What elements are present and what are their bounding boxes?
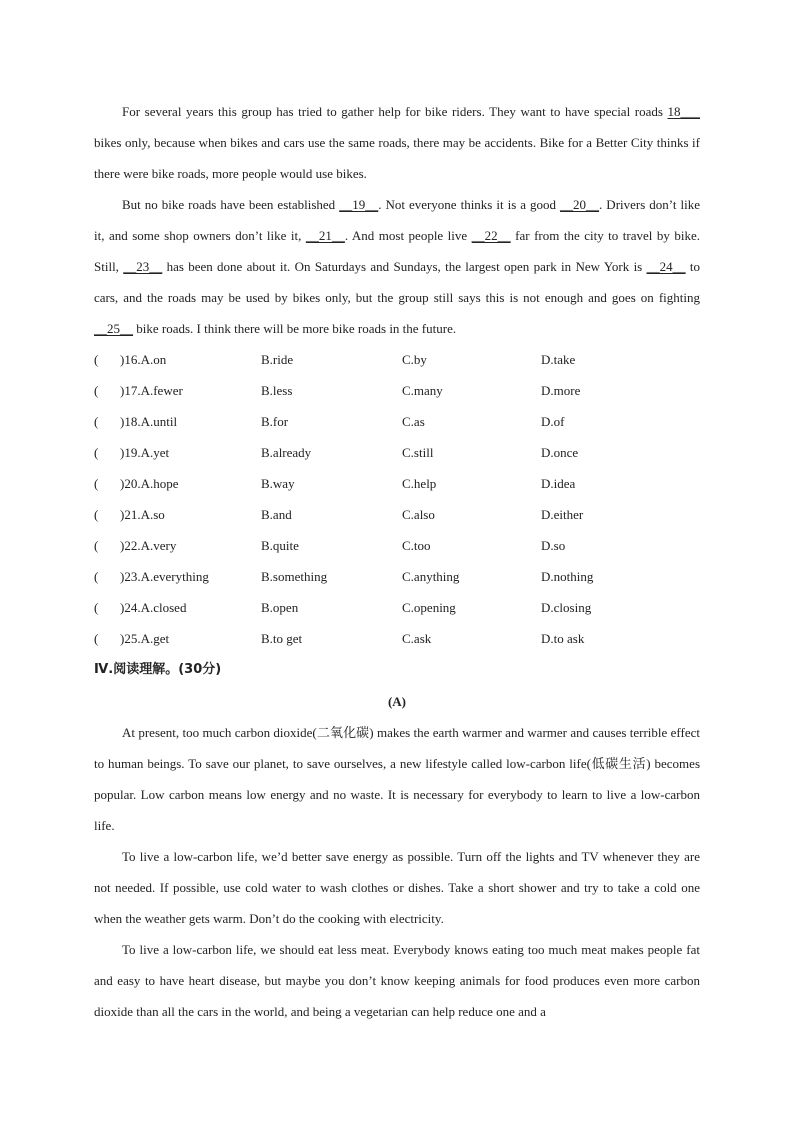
question-row [94, 437, 700, 468]
option-a: 18.A.until [124, 414, 178, 429]
answer-paren-open[interactable]: ( [94, 445, 99, 460]
option-b: B.quite [261, 538, 299, 553]
question-stem [94, 375, 261, 406]
question-stem [94, 437, 261, 468]
answer-paren-open[interactable]: ( [94, 352, 99, 367]
question-list [94, 344, 700, 654]
option-a: 22.A.very [124, 538, 177, 553]
answer-paren-close: ) [120, 445, 125, 460]
question-row [94, 499, 700, 530]
answer-paren-open[interactable]: ( [94, 631, 99, 646]
section-title: Ⅳ.阅读理解。(30分) [94, 662, 222, 677]
question-stem [94, 499, 261, 530]
option-c: C.by [402, 352, 427, 367]
question-row [94, 375, 700, 406]
option-d: D.once [541, 445, 579, 460]
answer-paren-close: ) [120, 414, 125, 429]
cloze-text: . Not everyone thinks it is a good [378, 197, 561, 212]
document-page [94, 96, 700, 1027]
option-a: 20.A.hope [124, 476, 179, 491]
option-d: D.to ask [541, 631, 585, 646]
option-b: B.for [261, 414, 289, 429]
option-a: 24.A.closed [124, 600, 187, 615]
option-b: B.ride [261, 352, 294, 367]
option-a: 17.A.fewer [124, 383, 183, 398]
option-b: B.something [261, 569, 328, 584]
blank-23: __23__ [123, 259, 163, 274]
answer-paren-close: ) [120, 383, 125, 398]
cloze-paragraph-2 [94, 189, 700, 344]
cloze-text: For several years this group has tried to gather help for bike riders. They want to have special roads [122, 104, 668, 119]
option-a: 25.A.get [124, 631, 170, 646]
question-row [94, 623, 700, 654]
question-row [94, 592, 700, 623]
option-d: D.nothing [541, 569, 594, 584]
question-stem [94, 344, 261, 375]
option-a: 23.A.everything [124, 569, 209, 584]
question-stem [94, 468, 261, 499]
blank-19: __19__ [339, 197, 379, 212]
option-c: C.ask [402, 631, 432, 646]
option-c: C.as [402, 414, 425, 429]
blank-25: __25__ [94, 321, 133, 336]
reading-paragraph-2 [94, 841, 700, 934]
option-c: C.opening [402, 600, 456, 615]
reading-paragraph-3 [94, 934, 700, 1027]
option-c: C.help [402, 476, 437, 491]
question-stem [94, 623, 261, 654]
cloze-paragraph-1 [94, 96, 700, 189]
question-row [94, 344, 700, 375]
cloze-text: bike roads. I think there will be more bike roads in the future. [133, 321, 457, 336]
answer-paren-close: ) [120, 569, 125, 584]
option-a: 16.A.on [124, 352, 167, 367]
answer-paren-open[interactable]: ( [94, 569, 99, 584]
option-d: D.either [541, 507, 584, 522]
question-stem [94, 561, 261, 592]
option-c: C.many [402, 383, 443, 398]
option-b: B.way [261, 476, 295, 491]
cloze-text: far from the city to travel by bike. Still, [94, 228, 700, 274]
cloze-text: . And most people live [344, 228, 472, 243]
question-row [94, 561, 700, 592]
option-b: B.less [261, 383, 293, 398]
option-d: D.so [541, 538, 566, 553]
option-d: D.more [541, 383, 581, 398]
option-a: 19.A.yet [124, 445, 170, 460]
answer-paren-close: ) [120, 631, 125, 646]
option-b: B.open [261, 600, 299, 615]
option-a: 21.A.so [124, 507, 165, 522]
blank-24: __24__ [646, 259, 686, 274]
question-row [94, 406, 700, 437]
answer-paren-open[interactable]: ( [94, 476, 99, 491]
passage-label: (A) [387, 694, 407, 709]
option-d: D.of [541, 414, 565, 429]
option-b: B.already [261, 445, 312, 460]
answer-paren-open[interactable]: ( [94, 383, 99, 398]
cloze-text: has been done about it. On Saturdays and Sundays, the largest open park in New York is [162, 259, 647, 274]
cloze-text: to cars, and the roads may be used by bikes only, but the group still says this is not enough and goes on fighting [94, 259, 700, 305]
answer-paren-open[interactable]: ( [94, 507, 99, 522]
answer-paren-open[interactable]: ( [94, 600, 99, 615]
question-stem [94, 592, 261, 623]
answer-paren-close: ) [120, 538, 125, 553]
option-c: C.too [402, 538, 431, 553]
reading-text: To live a low-carbon life, we should eat less meat. Everybody knows eating too much meat makes people fat and easy to have heart disease, but maybe you don’t know keeping animals for food produces even more carbon dioxide than all the cars in the world, and being a vegetarian can help reduce one and a [94, 942, 700, 1019]
cloze-text: bikes only, because when bikes and cars use the same roads, there may be accidents. Bike for a Better City thinks if there were bike roads, more people would use bikes. [94, 135, 700, 181]
question-stem [94, 406, 261, 437]
blank-22: __22__ [471, 228, 511, 243]
option-b: B.and [261, 507, 292, 522]
answer-paren-close: ) [120, 600, 125, 615]
option-d: D.closing [541, 600, 592, 615]
reading-text: At present, too much carbon dioxide(二氧化碳) makes the earth warmer and warmer and causes terrible effect to human beings. To save our planet, to save ourselves, a new lifestyle called low-carbon life(低碳生活) becomes popular. Low carbon means low energy and no waste. It is necessary for everybody to learn to live a low-carbon life. [94, 725, 700, 833]
blank-20: __20__ [560, 197, 600, 212]
blank-21: __21__ [305, 228, 345, 243]
reading-paragraph-1 [94, 717, 700, 841]
option-c: C.still [402, 445, 434, 460]
option-c: C.anything [402, 569, 460, 584]
cloze-text: But no bike roads have been established [122, 197, 340, 212]
question-row [94, 530, 700, 561]
answer-paren-close: ) [120, 352, 125, 367]
question-row [94, 468, 700, 499]
blank-18: 18___ [667, 104, 700, 119]
answer-paren-close: ) [120, 507, 125, 522]
option-d: D.idea [541, 476, 576, 491]
option-c: C.also [402, 507, 435, 522]
answer-paren-open[interactable]: ( [94, 538, 99, 553]
answer-paren-open[interactable]: ( [94, 414, 99, 429]
answer-paren-close: ) [120, 476, 125, 491]
reading-text: To live a low-carbon life, we’d better save energy as possible. Turn off the lights and TV whenever they are not needed. If possible, use cold water to wash clothes or dishes. Take a short shower and try to take a cold one when the weather gets warm. Don’t do the cooking with electricity. [94, 849, 700, 926]
option-d: D.take [541, 352, 576, 367]
option-b: B.to get [261, 631, 303, 646]
question-stem [94, 530, 261, 561]
cloze-text: . Drivers don’t like it, and some shop owners don’t like it, [94, 197, 700, 243]
